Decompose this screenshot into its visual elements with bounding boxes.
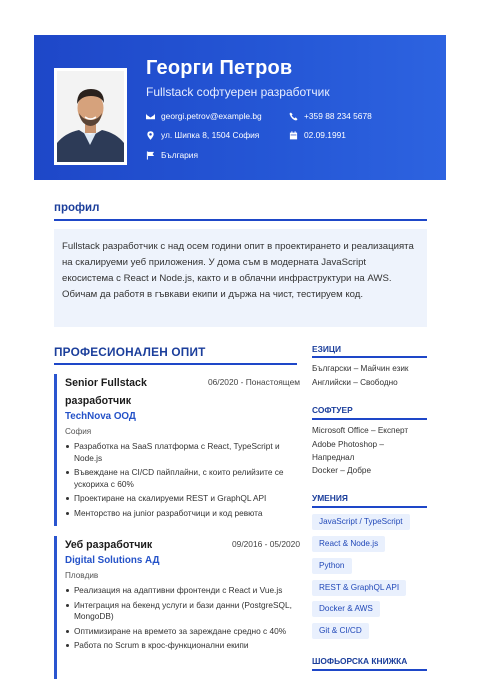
skill-tag: Python bbox=[312, 558, 352, 574]
address-text: ул. Шипка 8, 1504 София bbox=[161, 130, 260, 140]
job-company: Digital Solutions АД bbox=[65, 555, 160, 566]
skills-divider bbox=[312, 506, 427, 508]
job-entry bbox=[54, 374, 300, 526]
software-item: Docker – Добре bbox=[312, 466, 372, 475]
software-item: Adobe Photoshop – Напреднал bbox=[312, 440, 384, 462]
license-divider bbox=[312, 669, 427, 671]
job-bullet: Разработка на SaaS платформа с React, TypeScript и Node.js bbox=[65, 441, 300, 464]
calendar-icon bbox=[289, 131, 298, 140]
flag-icon bbox=[146, 151, 155, 160]
contact-country bbox=[146, 150, 198, 160]
job-title: Уеб разработчик bbox=[65, 539, 153, 551]
language-item: Английски – Свободно bbox=[312, 378, 398, 387]
location-pin-icon bbox=[146, 131, 155, 140]
skill-tag: Git & CI/CD bbox=[312, 623, 369, 639]
contact-phone[interactable] bbox=[289, 111, 372, 121]
software-heading: СОФТУЕР bbox=[312, 405, 353, 415]
contact-email[interactable] bbox=[146, 111, 262, 121]
full-name: Георги Петров bbox=[146, 57, 293, 79]
job-company: TechNova ООД bbox=[65, 411, 136, 422]
envelope-icon bbox=[146, 112, 155, 121]
cv-header bbox=[34, 35, 446, 180]
job-bullets bbox=[65, 441, 300, 519]
experience-heading: ПРОФЕСИОНАЛЕН ОПИТ bbox=[54, 345, 206, 359]
software-item: Microsoft Office – Експерт bbox=[312, 426, 409, 435]
profile-heading: профил bbox=[54, 202, 100, 214]
job-entry bbox=[54, 536, 300, 679]
profile-divider bbox=[54, 219, 427, 221]
languages-divider bbox=[312, 356, 427, 358]
skill-tag: Docker & AWS bbox=[312, 601, 380, 617]
job-bullet: Проектиране на скалируеми REST и GraphQL API bbox=[65, 493, 300, 505]
job-location: Пловдив bbox=[65, 571, 99, 580]
job-bullet: Оптимизиране на времето за зареждане средно с 40% bbox=[65, 626, 300, 638]
job-role: Fullstack софтуерен разработчик bbox=[146, 85, 330, 99]
experience-divider bbox=[54, 363, 297, 365]
language-item: Български – Майчин език bbox=[312, 364, 409, 373]
job-bullet: Работа по Scrum в крос-функционални екипи bbox=[65, 640, 300, 652]
languages-heading: ЕЗИЦИ bbox=[312, 344, 341, 354]
profile-photo-illustration bbox=[57, 71, 124, 162]
contact-address bbox=[146, 130, 259, 140]
birthdate-text: 02.09.1991 bbox=[304, 130, 346, 140]
job-bullet: Реализация на адаптивни фронтенди с React и Vue.js bbox=[65, 585, 300, 597]
job-bullet: Въвеждане на CI/CD пайплайни, с които релийзите се ускориха с 60% bbox=[65, 467, 300, 490]
skill-tag: React & Node.js bbox=[312, 536, 385, 552]
software-divider bbox=[312, 418, 427, 420]
job-location: София bbox=[65, 427, 92, 436]
phone-text: +359 88 234 5678 bbox=[304, 111, 372, 121]
job-bullet: Менторство на junior разработчици и код ревюта bbox=[65, 508, 300, 520]
skill-tag: JavaScript / TypeScript bbox=[312, 514, 410, 530]
job-bullets bbox=[65, 585, 300, 652]
contact-birthdate bbox=[289, 130, 346, 140]
skills-heading: УМЕНИЯ bbox=[312, 493, 348, 503]
job-bullet: Интеграция на бекенд услуги и бази данни (PostgreSQL, MongoDB) bbox=[65, 600, 300, 623]
profile-summary: Fullstack разработчик с над осем години опит в проектирането и реализацията на скалируеми уеб приложения. У дома съм в модерната JavaScript екосистема с React и Node.js, както и в облачни инфраструктури на AWS. Обичам да работя в гъвкави екипи и държа на чист, тестируем код. bbox=[54, 229, 427, 327]
country-text: България bbox=[161, 150, 199, 160]
phone-icon bbox=[289, 112, 298, 121]
profile-photo bbox=[54, 68, 127, 165]
job-dates: 06/2020 - Понастоящем bbox=[207, 377, 300, 387]
job-dates: 09/2016 - 05/2020 bbox=[232, 539, 300, 549]
skill-tag: REST & GraphQL API bbox=[312, 580, 406, 596]
job-title: Senior Fullstack разработчик bbox=[65, 377, 147, 407]
email-text: georgi.petrov@example.bg bbox=[161, 111, 262, 121]
license-heading: ШОФЬОРСКА КНИЖКА bbox=[312, 656, 408, 666]
